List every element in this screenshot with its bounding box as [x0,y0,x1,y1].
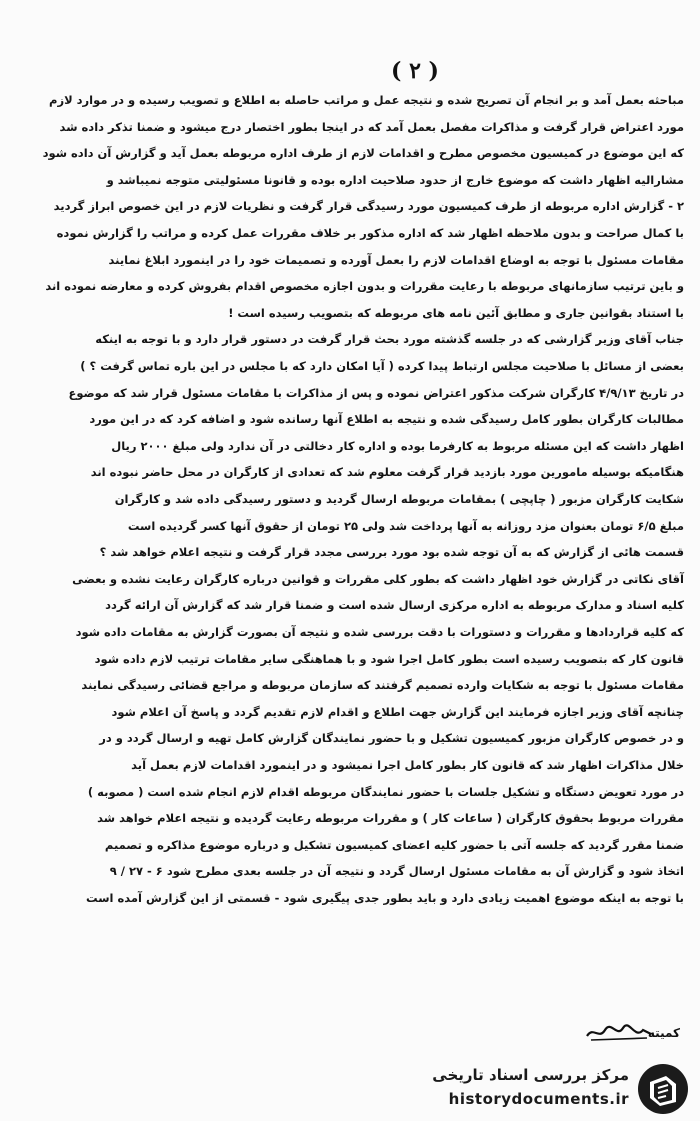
document-line: مورد اعتراض قرار گرفت و مذاکرات مفصل بعمل آمد که در اینجا بطور اختصار درج میشود و ضمنا تذکر داده شد [59,120,684,134]
document-line: چنانچه آقای وزیر اجازه فرمایند این گزارش جهت اطلاع و اقدام لازم تقدیم گردد و پاسخ آن اعلام شود [111,705,684,719]
document-line: مشارالیه اظهار داشت که موضوع خارج از حدود صلاحیت اداره بوده و قانونا مسئولیتی متوجه نمیباشد و [106,173,684,187]
page-number: ( ۲ ) [391,58,439,84]
historydocuments-logo-icon [636,1062,690,1116]
signature-text: کمیته [647,1026,680,1040]
document-line: خلال مذاکرات اظهار شد که قانون کار بطور کامل اجرا نمیشود و در اینمورد اقدامات لازم بعمل آید [131,758,684,772]
document-line: در مورد تعویض دستگاه و تشکیل جلسات با حضور نمایندگان مربوطه اقدام لازم انجام شده است ( مصوبه ) [87,785,684,799]
document-line: اظهار داشت که این مسئله مربوط به کارفرما بوده و اداره کار دخالتی در آن ندارد ولی مبلغ ۲۰۰۰ ریال [111,439,684,453]
document-line: جناب آقای وزیر گزارشی که در جلسه گذشته مورد بحث قرار گرفت در دستور قرار دارد و با توجه به اینکه [95,332,684,346]
document-line: مقررات مربوط بحقوق کارگران ( ساعات کار ) و مقررات مربوطه رعایت گردیده و نتیجه اعلام خواهد شد [97,811,684,825]
document-line: اتخاذ شود و گزارش آن به مقامات مسئول ارسال گردد و نتیجه آن در جلسه بعدی مطرح شود ۶ - ۲۷ / ۹ [109,864,684,878]
document-line: و در خصوص کارگران مزبور کمیسیون تشکیل و با حضور نمایندگان گزارش کامل تهیه و ارسال گردد و در [99,731,684,745]
document-line: با کمال صراحت و بدون ملاحظه اظهار شد که اداره مذکور بر خلاف مقررات عمل کرده و مراتب را گزارش نموده [56,226,684,240]
document-line: بعضی از مسائل با صلاحیت مجلس ارتباط پیدا کرده ( آیا امکان دارد که با مجلس در این باره تماس گرفت ؟ ) [80,359,684,373]
document-line: در تاریخ ۴/۹/۱۳ کارگران شرکت مذکور اعتراض نموده و پس از مذاکرات با مقامات مسئول قرار شد که موضوع [68,386,684,400]
document-line: قسمت هائی از گزارش که به آن توجه شده بود مورد بررسی مجدد قرار گرفت و نتیجه اعلام خواهد شد ؟ [99,545,684,559]
footer-url[interactable]: historydocuments.ir [448,1090,629,1108]
document-line: که کلیه قراردادها و مقررات و دستورات با دقت بررسی شده و نتیجه آن بصورت گزارش به مقامات داده شود [75,625,684,639]
document-line: شکایت کارگران مزبور ( چاپچی ) بمقامات مربوطه ارسال گردید و دستور رسیدگی داده شد و کارگران [114,492,684,506]
document-line: آقای نکاتی در گزارش خود اظهار داشت که بطور کلی مقررات و قوانین درباره کارگران رعایت نشده و بعضی [72,572,684,586]
document-line: مباحثه بعمل آمد و بر انجام آن تصریح شده و نتیجه عمل و مراتب حاصله به اطلاع و تصویب رسیده و در موارد لازم [49,93,684,107]
document-line: ۲ - گزارش اداره مربوطه از طرف کمیسیون مورد رسیدگی قرار گرفت و نظریات لازم در این خصوص ابراز گردید [53,199,684,213]
document-line: مقامات مسئول با توجه به شکایات وارده تصمیم گرفتند که سازمان مربوطه و مراجع قضائی رسیدگی نمایند [81,678,684,692]
footer-title: مرکز بررسی اسناد تاریخی [432,1066,629,1084]
document-line: قانون کار که بتصویب رسیده است بطور کامل اجرا شود و با هماهنگی سایر مقامات ترتیب لازم داده شود [94,652,684,666]
document-line: هنگامیکه بوسیله مامورین مورد بازدید قرار گرفت معلوم شد که تعدادی از کارگران در محل حاضر نبوده اند [90,465,684,479]
document-line: ضمنا مقرر گردید که جلسه آتی با حضور کلیه اعضای کمیسیون تشکیل و درباره موضوع مذاکره و تصمیم [104,838,684,852]
document-line: و باین ترتیب سازمانهای مربوطه با رعایت مقررات و بدون اجازه مخصوص اقدام بفروش کرده و معارضه نموده اند [45,279,684,293]
document-line: مقامات مسئول با توجه به اوضاع اقدامات لازم را بعمل آورده و تصمیمات خود را در اینمورد ابلاغ نمایند [108,253,684,267]
footer-watermark [400,1060,695,1118]
document-line: کلیه اسناد و مدارک مربوطه به اداره مرکزی ارسال شده است و ضمنا قرار شد که گزارش آن ارائه گردد [105,598,684,612]
document-line: مطالبات کارگران بطور کامل رسیدگی شده و نتیجه به اطلاع آنها رسانده شود و اضافه کرد که در این مورد [89,412,684,426]
document-line: با توجه به اینکه موضوع اهمیت زیادی دارد و باید بطور جدی پیگیری شود - قسمتی از این گزارش آمده است [86,891,684,905]
document-line: مبلغ ۶/۵ تومان بعنوان مزد روزانه به آنها پرداخت شد ولی ۲۵ تومان از حقوق آنها کسر گردیده است [127,519,684,533]
document-line: با استناد بقوانین جاری و مطابق آئین نامه های مربوطه که بتصویب رسیده است ! [228,306,684,320]
document-line: که این موضوع در کمیسیون مخصوص مطرح و اقدامات لازم از طرف اداره مربوطه بعمل آید و گزارش آن داده شود [42,146,684,160]
